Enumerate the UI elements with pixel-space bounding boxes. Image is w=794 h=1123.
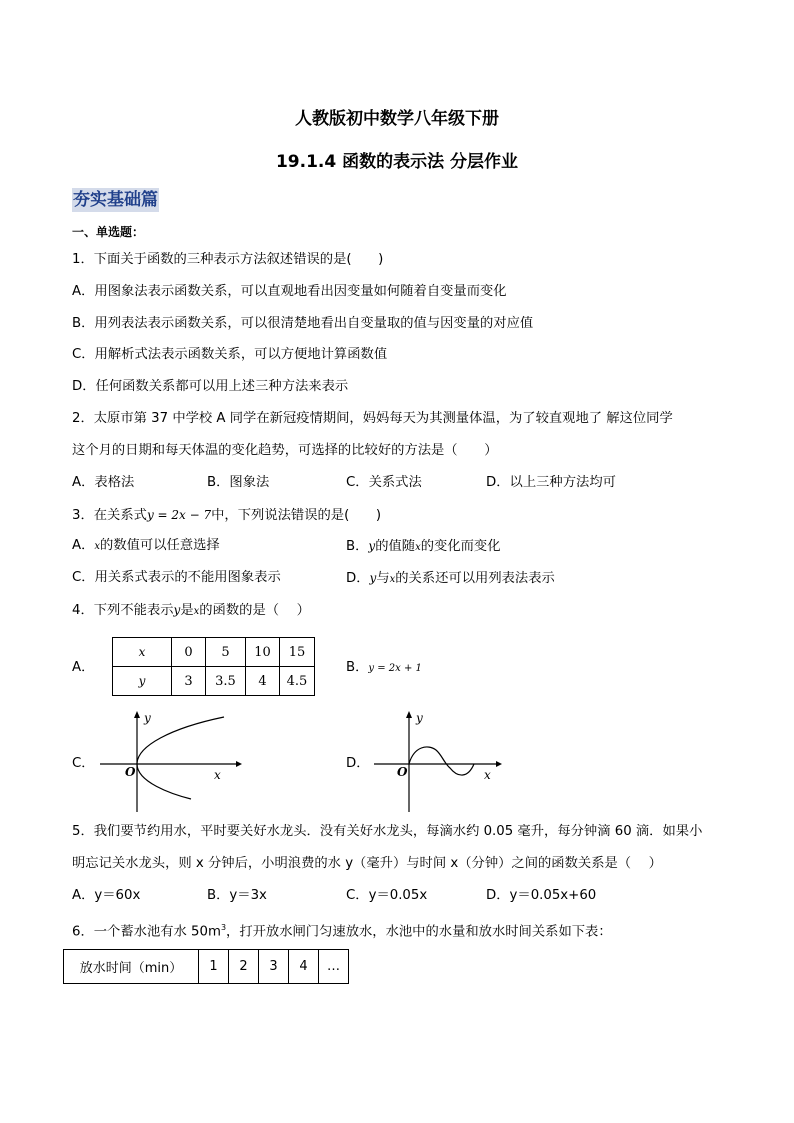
q3-d-mid: 与	[376, 571, 390, 586]
y-axis-arrow	[406, 711, 412, 718]
q2-option-a: A．表格法	[72, 475, 135, 490]
table-cell: 2	[229, 950, 259, 984]
section-heading: 夯实基础篇	[73, 190, 158, 210]
table-cell: …	[319, 950, 349, 984]
table-cell: 10	[246, 638, 280, 667]
x-axis-label: x	[484, 768, 491, 782]
q4-graph-d	[370, 708, 505, 814]
q3-stem	[72, 506, 381, 525]
table-cell: 4	[246, 667, 280, 696]
x-axis-label: x	[214, 768, 221, 782]
q4-stem-prefix: 4．下列不能表示	[72, 603, 174, 618]
q5-option-c: C．y＝0.05x	[346, 888, 428, 903]
page-title: 人教版初中数学八年级下册	[295, 109, 499, 129]
table-cell: 放水时间（min）	[64, 950, 199, 984]
q4-var-y: y	[173, 603, 181, 617]
q3-b-text: 的变化而变化	[420, 539, 501, 554]
table-cell: y	[113, 667, 172, 696]
q6-stem-suffix: ，打开放水闸门匀速放水，水池中的水量和放水时间关系如下表：	[226, 924, 612, 940]
q4-stem	[72, 601, 310, 621]
q2-option-c: C．关系式法	[346, 475, 422, 490]
table-cell: 4.5	[280, 667, 315, 696]
q4-option-d-label: D．	[346, 756, 370, 771]
q3-d-text: 的关系还可以用列表法表示	[395, 571, 555, 586]
q3-a-var: x	[94, 541, 101, 552]
table-cell: 3	[172, 667, 206, 696]
table-cell: 0	[172, 638, 206, 667]
q3-b-var2: x	[415, 542, 421, 553]
table-cell: 3	[259, 950, 289, 984]
q4-option-b	[346, 659, 422, 678]
x-axis-arrow	[236, 761, 242, 767]
q3-a-text: 的数值可以任意选择	[100, 538, 220, 553]
curve-lower	[137, 764, 191, 799]
q3-stem-prefix: 3．在关系式	[72, 508, 147, 523]
part-heading: 一、单选题：	[72, 225, 145, 239]
q6-stem-prefix: 6．一个蓄水池有水 50m	[72, 924, 221, 940]
q5-option-a: A．y＝60x	[72, 888, 141, 903]
q4-value-table	[112, 637, 315, 696]
q6-drain-table	[63, 949, 349, 984]
q1-option-a: A．用图象法表示函数关系，可以直观地看出因变量如何随着自变量而变化	[72, 284, 507, 299]
table-cell: x	[113, 638, 172, 667]
y-axis-label: y	[144, 711, 151, 725]
q2-option-b: B．图象法	[207, 475, 270, 490]
table-row	[113, 667, 315, 696]
q2-stem-line2: 这个月的日期和每天体温的变化趋势，可选择的比较好的方法是（ ）	[72, 443, 498, 458]
page-subtitle: 19.1.4 函数的表示法 分层作业	[275, 152, 519, 172]
table-cell: 15	[280, 638, 315, 667]
table-cell: 4	[289, 950, 319, 984]
q4-var-x: x	[193, 606, 200, 617]
q3-option-a	[72, 537, 220, 556]
q3-b-mid: 的值随	[375, 539, 416, 554]
origin-label: O	[125, 765, 136, 779]
q1-option-c: C．用解析式法表示函数关系，可以方便地计算函数值	[72, 347, 388, 362]
q4-option-c-label: C．	[72, 756, 95, 771]
q3-d-var1: y	[369, 571, 377, 585]
q5-option-b: B．y＝3x	[207, 888, 267, 903]
y-axis-label: y	[416, 711, 423, 725]
q3-option-c: C．用关系式表示的不能用图象表示	[72, 570, 281, 585]
y-axis-arrow	[134, 711, 140, 718]
table-row	[64, 950, 349, 984]
q3-b-label: B．	[346, 539, 369, 554]
q5-option-d: D．y＝0.05x+60	[486, 888, 597, 903]
q3-formula: y = 2x − 7	[146, 508, 212, 522]
table-cell: 5	[206, 638, 246, 667]
q6-stem	[72, 919, 612, 941]
origin-label: O	[397, 765, 408, 779]
q2-option-d: D．以上三种方法均可	[486, 475, 616, 490]
q1-option-b: B．用列表法表示函数关系，可以很清楚地看出自变量取的值与因变量的对应值	[72, 316, 534, 331]
q1-stem: 1．下面关于函数的三种表示方法叙述错误的是( )	[72, 252, 384, 267]
q3-option-b	[346, 537, 501, 557]
q6-stem-superscript: 3	[220, 923, 227, 932]
wave-curve	[409, 747, 474, 775]
table-cell: 3.5	[206, 667, 246, 696]
q3-option-d	[346, 569, 555, 589]
q4-option-a-label: A．	[72, 660, 95, 675]
q1-option-d: D．任何函数关系都可以用上述三种方法来表示	[72, 379, 349, 394]
q3-b-var1: y	[368, 539, 376, 553]
q3-d-var2: x	[389, 574, 396, 585]
q2-stem-line1: 2．太原市第 37 中学校 A 同学在新冠疫情期间，妈妈每天为其测量体温，为了较直观地了 解这位同学	[72, 411, 673, 426]
q4-stem-suffix: 的函数的是（ ）	[199, 603, 310, 618]
table-cell: 1	[199, 950, 229, 984]
q4-stem-mid: 是	[180, 603, 194, 618]
x-axis-arrow	[496, 761, 502, 767]
q4-graph-c	[96, 708, 246, 814]
q3-d-label: D．	[346, 571, 370, 586]
q5-stem-line1: 5．我们要节约用水，平时要关好水龙头．没有关好水龙头，每滴水约 0.05 毫升，每分钟滴 60 滴．如果小	[72, 824, 703, 839]
q4-b-formula: y = 2x + 1	[368, 663, 422, 674]
q3-stem-suffix: 中，下列说法错误的是( )	[211, 508, 382, 523]
q3-a-label: A．	[72, 538, 95, 553]
q4-b-label: B．	[346, 660, 369, 675]
q5-stem-line2: 明忘记关水龙头，则 x 分钟后，小明浪费的水 y（毫升）与时间 x（分钟）之间的函数关系是（ ）	[72, 856, 662, 871]
table-row	[113, 638, 315, 667]
